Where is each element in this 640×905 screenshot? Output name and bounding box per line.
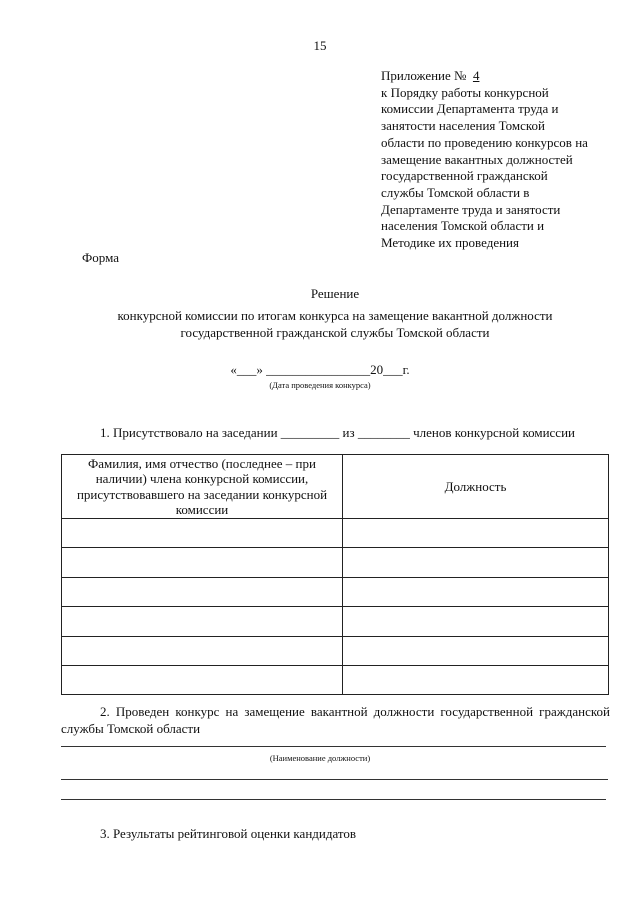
position-name-caption: (Наименование должности): [269, 753, 371, 763]
table-cell: [62, 636, 343, 665]
table-cell: [343, 519, 609, 548]
table-cell: [343, 548, 609, 577]
table-row: [62, 548, 609, 577]
column-header-position: Должность: [343, 455, 609, 519]
section-2-competition: 2. Проведен конкурс на замещение вакантной должности государственной гражданской службы Томской области: [61, 704, 610, 736]
table-row: [62, 665, 609, 694]
appendix-line: службы Томской области в: [381, 184, 530, 200]
table-cell: [62, 665, 343, 694]
table-cell: [62, 607, 343, 636]
table-cell: [343, 665, 609, 694]
table-cell: [62, 519, 343, 548]
table-header-row: [62, 455, 609, 519]
appendix-block: [381, 68, 626, 252]
table-cell: [62, 577, 343, 606]
date-caption: (Дата проведения конкурса): [269, 380, 371, 390]
table-cell: [343, 577, 609, 606]
appendix-line: Методике их проведения: [381, 235, 519, 251]
document-subtitle-line-2: государственной гражданской службы Томской области: [180, 325, 490, 340]
appendix-line: занятости населения Томской: [381, 118, 545, 134]
section-1-attendance: 1. Присутствовало на заседании _________ из ________ членов конкурсной комиссии: [100, 425, 575, 440]
appendix-title-prefix: Приложение №: [381, 68, 467, 83]
appendix-line: государственной гражданской: [381, 168, 548, 184]
document-heading: Решение: [310, 286, 360, 301]
appendix-number: 4: [472, 68, 480, 83]
appendix-line: населения Томской области и: [381, 218, 545, 234]
members-table: [61, 454, 609, 695]
table-row: [62, 636, 609, 665]
table-cell: [62, 548, 343, 577]
appendix-title: [381, 68, 626, 85]
table-row: [62, 519, 609, 548]
table-cell: [343, 607, 609, 636]
appendix-line: к Порядку работы конкурсной: [381, 84, 549, 100]
table-row: [62, 577, 609, 606]
appendix-line: Департаменте труда и занятости: [381, 201, 561, 217]
table-cell: [343, 636, 609, 665]
blank-line: [61, 799, 606, 800]
table-row: [62, 607, 609, 636]
date-field: «___» ________________20___г.: [230, 362, 410, 377]
appendix-line: комиссии Департамента труда и: [381, 101, 559, 117]
appendix-line: области по проведению конкурсов на: [381, 134, 588, 150]
section-3-rating-results: 3. Результаты рейтинговой оценки кандидатов: [100, 826, 357, 841]
document-subtitle-line-1: конкурсной комиссии по итогам конкурса на замещение вакантной должности: [117, 308, 553, 323]
blank-line: [61, 779, 608, 780]
appendix-line: замещение вакантных должностей: [381, 151, 573, 167]
column-header-name: Фамилия, имя отчество (последнее – при наличии) члена конкурсной комиссии, присутствовавшего на заседании конкурсной комиссии: [62, 455, 343, 519]
form-label: Форма: [82, 250, 119, 265]
page-number: 15: [313, 38, 327, 53]
position-name-line: [61, 746, 606, 747]
